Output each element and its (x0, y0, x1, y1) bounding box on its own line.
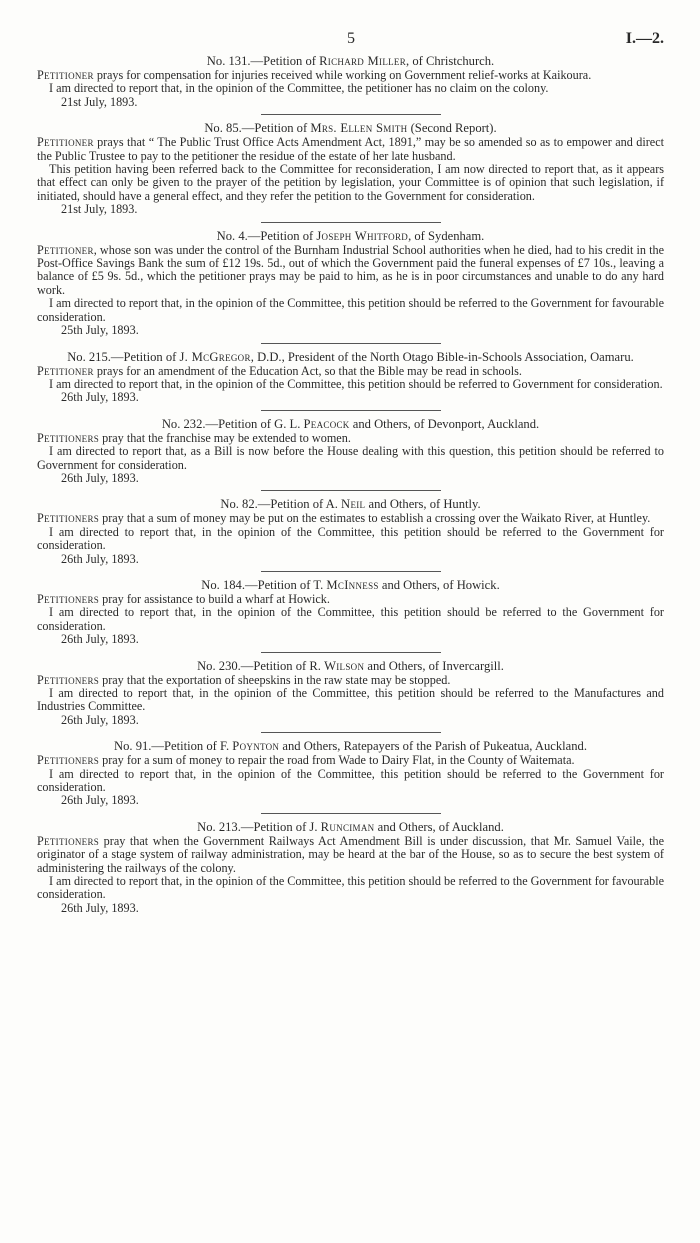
prayer-text: pray that a sum of money may be put on the estimates to establish a crossing over the Waikato River, at Huntley. (99, 511, 651, 526)
title-suffix: and Others, of Devonport, Auckland. (349, 416, 540, 431)
prayer-text: pray that the franchise may be extended to women. (99, 430, 351, 445)
report-date: 26th July, 1893. (61, 390, 139, 405)
section-divider (261, 490, 441, 491)
petitioner-name: Runciman (320, 819, 375, 834)
petition-entry (37, 222, 664, 338)
title-suffix: and Others, of Auckland. (374, 819, 504, 834)
report-date: 26th July, 1893. (61, 900, 139, 915)
petition-title (37, 820, 664, 835)
section-divider (261, 732, 441, 733)
section-divider (261, 652, 441, 653)
section-divider (261, 114, 441, 115)
title-prefix: No. 215.—Petition of (67, 349, 180, 364)
title-suffix: and Others, of Howick. (378, 577, 500, 592)
petition-title (37, 578, 664, 593)
committee-report: I am directed to report that, in the opinion of the Committee, this petition should be referred to the Manufactures and Industries Committee. (37, 686, 664, 714)
petition-entry (37, 732, 664, 808)
petition-prayer (37, 432, 664, 445)
committee-report: I am directed to report that, in the opinion of the Committee, this petition should be referred to the Government for consideration. (37, 766, 664, 795)
petitioner-name: Wilson (324, 658, 365, 673)
petition-title (37, 417, 664, 432)
petitioner-label: Petitioners (37, 430, 100, 445)
prayer-text: prays that “ The Public Trust Office Acts Amendment Act, 1891,” may be so amended so as to empower and direct the Public Trustee to pay to the petitioner the residue of the estate of her late husband. (37, 135, 664, 163)
page-number: 5 (347, 30, 355, 47)
prayer-text: , whose son was under the control of the Burnham Industrial School authorities when he died, had to his credit in the Post-Office Savings Bank the sum of £12 19s. 5d., out of which the Government paid the funeral expenses of £7 10s., leaving a balance of £5 9s. 5d., which the petitioner prays may be paid to him, as he is in poor circumstances and unable to do any hard work. (37, 242, 664, 297)
report-date: 26th July, 1893. (61, 793, 139, 808)
petition-prayer (37, 136, 664, 163)
petitioner-label: Petitioners (37, 591, 100, 606)
section-divider (261, 222, 441, 223)
petitioner-name: Neil (341, 497, 366, 512)
petition-entry (37, 490, 664, 566)
report-date: 26th July, 1893. (61, 551, 139, 566)
title-prefix: No. 131.—Petition of (206, 54, 320, 68)
prayer-text: pray for a sum of money to repair the road from Wade to Dairy Flat, in the County of Waitemata. (99, 753, 575, 768)
petitioner-label: Petitioner (37, 363, 94, 378)
petition-title (37, 497, 664, 512)
prayer-text: pray for assistance to build a wharf at Howick. (99, 591, 330, 606)
title-prefix: No. 184.—Petition of T. (201, 577, 327, 592)
petition-title (37, 350, 664, 365)
prayer-text: pray that the exportation of sheepskins in the raw state may be stopped. (99, 672, 451, 687)
section-divider (261, 571, 441, 572)
title-suffix: and Others, of Huntly. (365, 497, 481, 512)
title-prefix: No. 213.—Petition of J. (197, 819, 321, 834)
report-date: 21st July, 1893. (61, 94, 138, 109)
petition-entry (37, 410, 664, 486)
petition-prayer (37, 512, 664, 525)
petition-prayer (37, 835, 664, 875)
petition-prayer (37, 674, 664, 687)
title-prefix: No. 232.—Petition of G. L. (161, 416, 304, 431)
petition-prayer (37, 593, 664, 606)
committee-report: I am directed to report that, in the opinion of the Committee, the petitioner has no claim on the colony. (49, 81, 549, 96)
title-suffix: , of Christchurch. (406, 54, 495, 68)
report-date: 26th July, 1893. (61, 632, 139, 647)
petitioner-label: Petitioners (37, 753, 100, 768)
petition-entry (37, 114, 664, 216)
petition-entry (37, 343, 664, 405)
petitioner-name: Joseph Whitford (316, 228, 409, 243)
title-suffix: and Others, of Invercargill. (364, 658, 504, 673)
page-header (37, 30, 664, 54)
committee-report: I am directed to report that, in the opinion of the Committee, this petition should be referred to the Government for consideration. (37, 605, 664, 633)
petitioner-name: Mrs. Ellen Smith (310, 121, 408, 136)
committee-report: I am directed to report that, in the opinion of the Committee, this petition should be referred to the Government for favourable consideration. (37, 874, 664, 902)
prayer-text: pray that when the Government Railways Act Amendment Bill is under discussion, that Mr. Samuel Vaile, the originator of a stage system of railway administration, may be heard at the bar of the House, so as to secure the best system of administering the railways of the colony. (37, 833, 664, 875)
prayer-text: prays for an amendment of the Education Act, so that the Bible may be read in schools. (93, 363, 522, 378)
title-suffix: , D.D., President of the North Otago Bible-in-Schools Association, Oamaru. (250, 349, 634, 364)
report-date: 21st July, 1893. (61, 202, 138, 217)
petitioner-label: Petitioners (37, 511, 100, 526)
petitions-list (37, 54, 664, 915)
petitioner-name: Richard Miller (319, 54, 407, 68)
petition-prayer (37, 365, 664, 378)
title-prefix: No. 85.—Petition of (204, 121, 311, 136)
committee-report: I am directed to report that, in the opinion of the Committee, this petition should be referred to the Government for consideration. (37, 524, 664, 553)
title-prefix: No. 82.—Petition of A. (220, 497, 342, 512)
report-date: 25th July, 1893. (61, 323, 139, 338)
committee-report: This petition having been referred back to the Committee for reconsideration, I am now directed to report that, as it appears that effect can only be given to the prayer of the petition by legislation, your Committee is of opinion that such legislation, if initiated, should have a general effect, and they refer the petition to the Government for consideration. (37, 162, 664, 203)
petition-prayer (37, 754, 664, 767)
petitioner-name: McInness (326, 577, 379, 592)
prayer-text: prays for compensation for injuries received while working on Government relief-works at Kaikoura. (93, 68, 592, 82)
title-prefix: No. 91.—Petition of F. (114, 739, 233, 754)
title-prefix: No. 4.—Petition of (216, 228, 317, 243)
petition-prayer (37, 69, 664, 82)
petition-title (37, 659, 664, 674)
petition-title (37, 739, 664, 754)
report-date: 26th July, 1893. (61, 470, 139, 485)
committee-report: I am directed to report that, in the opinion of the Committee, this petition should be referred to the Government for favourable consideration. (37, 296, 664, 324)
petition-prayer (37, 244, 664, 298)
section-divider (261, 343, 441, 344)
report-date: 26th July, 1893. (61, 712, 139, 727)
petition-entry (37, 571, 664, 647)
petitioner-label: Petitioner (37, 242, 94, 257)
title-suffix: and Others, Ratepayers of the Parish of Pukeatua, Auckland. (279, 739, 587, 754)
petitioner-label: Petitioner (37, 135, 94, 150)
petitioner-name: Peacock (303, 416, 350, 431)
paper-reference: I.—2. (625, 30, 664, 47)
petition-entry (37, 652, 664, 728)
petitioner-name: J. McGregor (179, 349, 251, 364)
petitioner-label: Petitioners (37, 833, 100, 848)
section-divider (261, 410, 441, 411)
committee-report: I am directed to report that, as a Bill is now before the House dealing with this question, this petition should be referred to Government for consideration. (37, 444, 664, 472)
section-divider (261, 813, 441, 814)
title-prefix: No. 230.—Petition of R. (197, 658, 325, 673)
committee-report: I am directed to report that, in the opinion of the Committee, this petition should be referred to Government for consideration. (49, 376, 663, 391)
petitioner-name: Poynton (232, 739, 280, 754)
petition-entry (37, 54, 664, 109)
title-suffix: , of Sydenham. (408, 228, 485, 243)
petitioner-label: Petitioner (37, 68, 94, 82)
title-suffix: (Second Report). (407, 121, 497, 136)
petition-title (37, 229, 664, 244)
petition-title (37, 121, 664, 136)
petition-entry (37, 813, 664, 915)
petition-title (37, 54, 664, 69)
petitioner-label: Petitioners (37, 672, 100, 687)
